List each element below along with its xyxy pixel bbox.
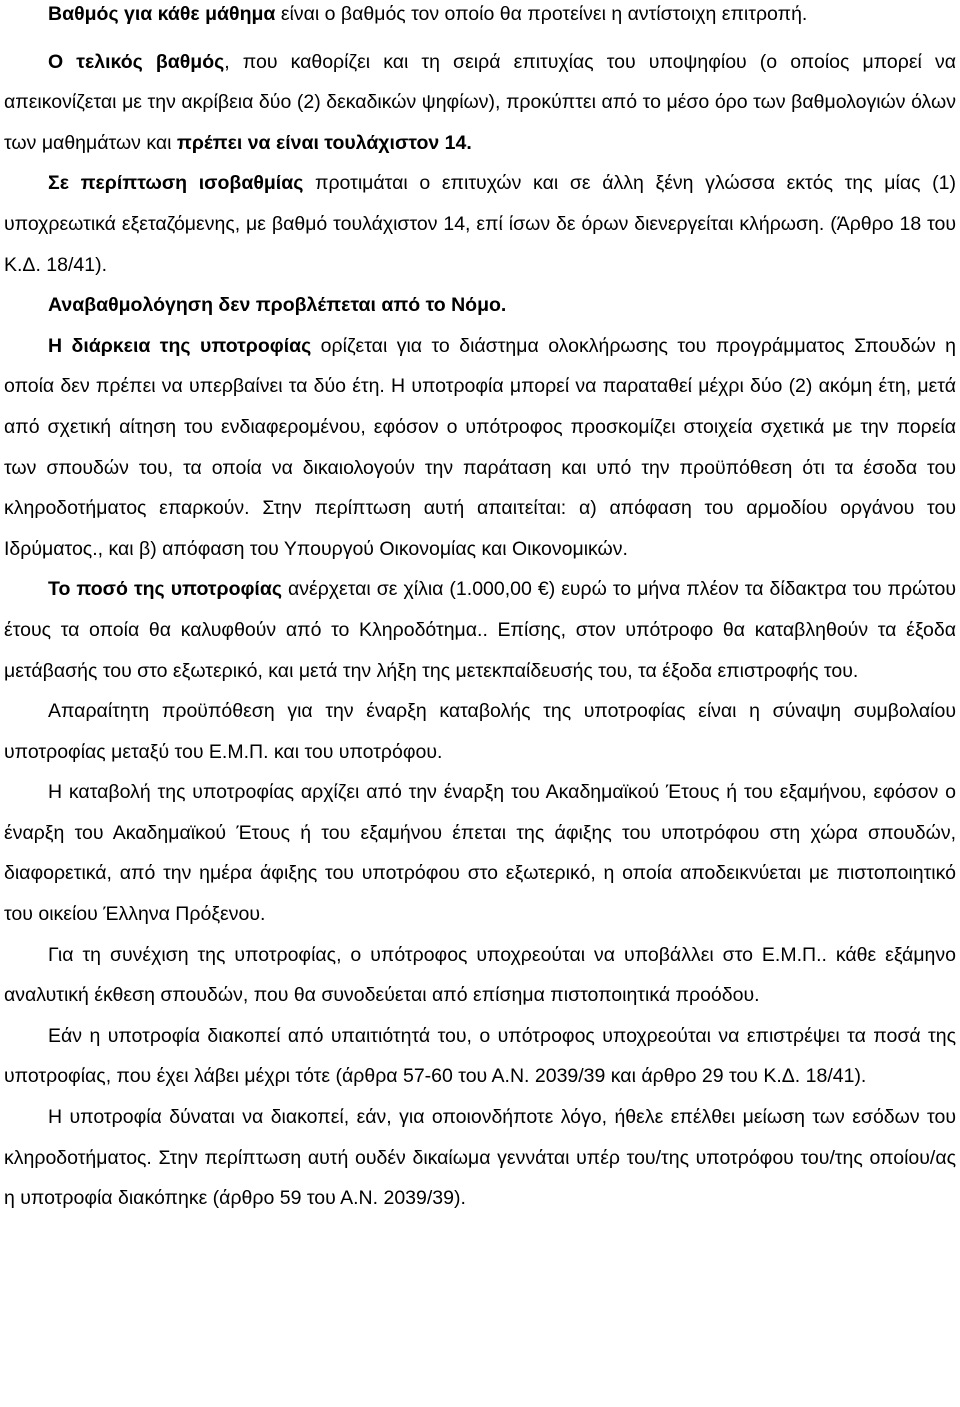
document-body [4, 0, 956, 1219]
paragraph-text: , που καθορίζει και τη σειρά επιτυχίας του υποψηφίου (ο οποίος μπορεί να απεικονίζεται με την ακρίβεια δύο (2) δεκαδικών ψηφίων), προκύπτει από το μέσο όρο των βαθμολογιών όλων των μαθημάτων και [4, 50, 957, 154]
paragraph-regrading [4, 285, 956, 326]
paragraph-payment-start: Η καταβολή της υποτροφίας αρχίζει από την έναρξη του Ακαδημαϊκού Έτους ή του εξαμήνου, εφόσον ο έναρξη του Ακαδημαϊκού Έτους ή του εξαμήνου έπεται της άφιξης του υποτρόφου στη χώρα σπουδών, διαφορετικά, από την ημέρα άφιξης του υποτρόφου στο εξωτερικό, η οποία αποδεικνύεται με πιστοποιητικό του οικείου Έλληνα Πρόξενου. [4, 781, 956, 926]
paragraph-duration [4, 326, 956, 570]
paragraph-continuation: Για τη συνέχιση της υποτροφίας, ο υπότροφος υποχρεούται να υποβάλλει στο Ε.Μ.Π.. κάθε εξάμηνο αναλυτική έκθεση σπουδών, που θα συνοδεύεται από επίσημα πιστοποιητικά προόδου. [4, 943, 956, 1007]
bold-phrase: πρέπει να είναι τουλάχιστον 14. [176, 131, 472, 154]
paragraph-discontinuation: Η υποτροφία δύναται να διακοπεί, εάν, για οποιονδήποτε λόγο, ήθελε επέλθει μείωση των εσόδων του κληροδοτήματος. Στην περίπτωση αυτή ουδέν δικαίωμα γεννάται υπέρ του/της υποτρόφου του/της οποίου/ας η υποτροφία διακόπηκε (άρθρο 59 του Α.Ν. 2039/39). [4, 1106, 956, 1210]
paragraph-amount [4, 569, 956, 691]
paragraph-final-grade [4, 42, 956, 164]
bold-phrase: Η διάρκεια της υποτροφίας [48, 334, 312, 357]
paragraph-tie [4, 163, 956, 285]
bold-phrase: Βαθμός για κάθε μάθημα [48, 3, 276, 25]
paragraph-text: ανέρχεται σε χίλια (1.000,00 €) ευρώ το μήνα πλέον τα δίδακτρα του πρώτου έτους τα οποία θα καλυφθούν από το Κληροδότημα.. Επίσης, στον υπότροφο θα καταβληθούν τα έξοδα μετάβασής του στο εξωτερικό, και μετά την λήξη της μετεκπαίδευσής του, τα έξοδα επιστροφής του. [4, 578, 956, 682]
paragraph-interruption: Εάν η υποτροφία διακοπεί από υπαιτιότητά του, ο υπότροφος υποχρεούται να επιστρέψει τα ποσά της υποτροφίας, που έχει λάβει μέχρι τότε (άρθρα 57-60 του Α.Ν. 2039/39 και άρθρο 29 του Κ.Δ. 18/41). [4, 1024, 956, 1088]
paragraph-text: είναι ο βαθμός τον οποίο θα προτείνει η αντίστοιχη επιτροπή. [275, 3, 808, 25]
bold-phrase: Το ποσό της υποτροφίας [48, 578, 282, 601]
bold-phrase: Αναβαθμολόγηση δεν προβλέπεται από το Νόμο. [48, 294, 507, 317]
paragraph-text: ορίζεται για το διάστημα ολοκλήρωσης του προγράμματος Σπουδών η οποία δεν πρέπει να υπερβαίνει τα δύο έτη. Η υποτροφία μπορεί να παραταθεί μέχρι δύο (2) ακόμη έτη, μετά από σχετική αίτηση του ενδιαφερομένου, εφόσον ο υπότροφος προσκομίζει στοιχεία σχετικά με την πορεία των σπουδών του, τα οποία να δικαιολογούν την παράταση και υπό την προϋπόθεση ότι τα έσοδα του κληροδοτήματος επαρκούν. Στην περίπτωση αυτή απαιτείται: α) απόφαση του αρμοδίου οργάνου του Ιδρύματος., και β) απόφαση του Υπουργού Οικονομίας και Οικονομικών. [4, 334, 956, 560]
paragraph-contract: Απαραίτητη προϋπόθεση για την έναρξη καταβολής της υποτροφίας είναι η σύναψη συμβολαίου υποτροφίας μεταξύ του Ε.Μ.Π. και του υποτρόφου. [4, 700, 956, 763]
bold-phrase: Ο τελικός βαθμός [48, 50, 225, 73]
bold-phrase: Σε περίπτωση ισοβαθμίας [48, 172, 304, 195]
paragraph-text: προτιμάται ο επιτυχών και σε άλλη ξένη γλώσσα εκτός της μίας (1) υποχρεωτικά εξεταζόμενης, με βαθμό τουλάχιστον 14, επί ίσων δε όρων διενεργείται κλήρωση. (Άρθρο 18 του Κ.Δ. 18/41). [4, 172, 956, 276]
paragraph-grade-per-course [4, 0, 956, 35]
